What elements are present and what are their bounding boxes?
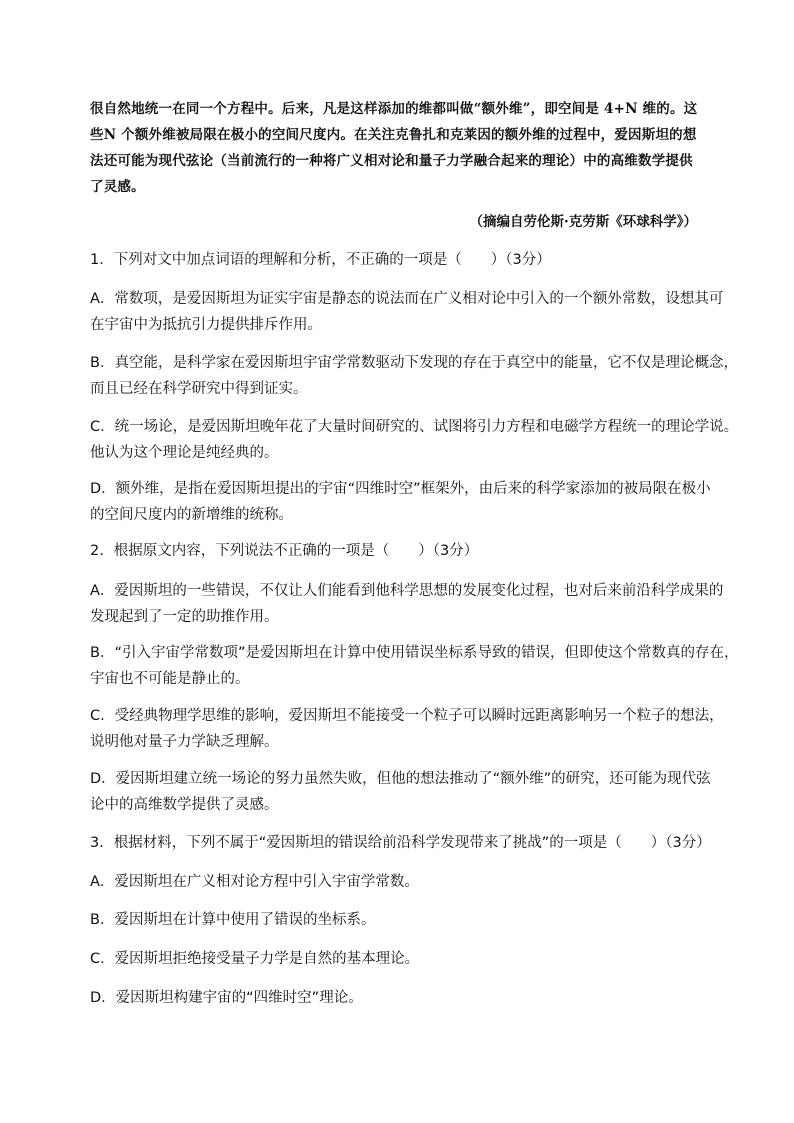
question-1-option-d xyxy=(90,476,715,528)
option-line: B．真空能，是科学家在爱因斯坦宇宙学常数驱动下发现的存在于真空中的能量，它不仅是理论概念， xyxy=(90,355,738,371)
option-line: A．常数项，是爱因斯坦为证实宇宙是静态的说法而在广义相对论中引入的一个额外常数，设想其可 xyxy=(90,291,724,307)
option-line: C．统一场论，是爱因斯坦晚年花了大量时间研究的、试图将引力方程和电磁学方程统一的理论学说。 xyxy=(90,419,739,435)
question-3-option-a: A．爱因斯坦在广义相对论方程中引入宇宙学常数。 xyxy=(90,874,419,890)
option-line: D．爱因斯坦建立统一场论的努力虽然失败，但他的想法推动了“额外维”的研究，还可能为现代弦 xyxy=(90,771,711,787)
option-line: 宇宙也不可能是静止的。 xyxy=(90,671,250,687)
passage-paragraph xyxy=(90,96,710,200)
option-line: 而且已经在科学研究中得到证实。 xyxy=(90,381,308,397)
passage-source: （摘编自劳伦斯·克劳斯《环球科学》） xyxy=(469,214,697,230)
option-line: B．“引入宇宙学常数项”是爱因斯坦在计算中使用错误坐标系导致的错误，但即使这个常数真的存在， xyxy=(90,645,739,661)
option-line: 说明他对量子力学缺乏理解。 xyxy=(90,734,279,750)
question-2-option-a xyxy=(90,578,724,630)
option-line: 发现起到了一定的助推作用。 xyxy=(90,609,279,625)
question-2-option-d xyxy=(90,766,715,818)
passage-line: 法还可能为现代弦论（当前流行的一种将广义相对论和量子力学融合起来的理论）中的高维数学提供 xyxy=(90,153,693,169)
question-3-option-d: D．爱因斯坦构建宇宙的“四维时空”理论。 xyxy=(90,990,363,1006)
option-line: A．爱因斯坦的一些错误，不仅让人们能看到他科学思想的发展变化过程，也对后来前沿科学成果的 xyxy=(90,583,724,599)
question-2-option-c xyxy=(90,703,724,755)
question-3-option-b: B．爱因斯坦在计算中使用了错误的坐标系。 xyxy=(90,912,376,928)
question-2-option-b xyxy=(90,640,739,692)
option-line: 在宇宙中为抵抗引力提供排斥作用。 xyxy=(90,317,322,333)
option-line: 论中的高维数学提供了灵感。 xyxy=(90,797,279,813)
option-line: D．额外维，是指在爱因斯坦提出的宇宙“四维时空”框架外，由后来的科学家添加的被局限在极小 xyxy=(90,481,711,497)
question-1-stem: 1．下列对文中加点词语的理解和分析，不正确的一项是（ ）（3分） xyxy=(90,252,551,268)
option-line: 他认为这个理论是纯经典的。 xyxy=(90,445,279,461)
question-2-stem: 2．根据原文内容，下列说法不正确的一项是（ ）（3分） xyxy=(90,543,479,559)
question-3-option-c: C．爱因斯坦拒绝接受量子力学是自然的基本理论。 xyxy=(90,951,420,967)
passage-line: 很自然地统一在同一个方程中。后来，凡是这样添加的维都叫做“额外维”，即空间是 4+N 维的。这 xyxy=(90,101,698,117)
question-1-option-a xyxy=(90,286,724,338)
option-line: C．受经典物理学思维的影响，爱因斯坦不能接受一个粒子可以瞬时远距离影响另一个粒子的想法， xyxy=(90,708,724,724)
question-1-option-b xyxy=(90,350,738,402)
passage-line: 了灵感。 xyxy=(90,179,145,195)
passage-line: 些N 个额外维被局限在极小的空间尺度内。在关注克鲁扎和克莱因的额外维的过程中，爱因斯坦的想 xyxy=(90,127,697,143)
option-line: 的空间尺度内的新增维的统称。 xyxy=(90,507,293,523)
question-3-stem: 3．根据材料，下列不属于“爱因斯坦的错误给前沿科学发现带来了挑战”的一项是（ ）（3分） xyxy=(90,835,711,851)
question-1-option-c xyxy=(90,414,739,466)
